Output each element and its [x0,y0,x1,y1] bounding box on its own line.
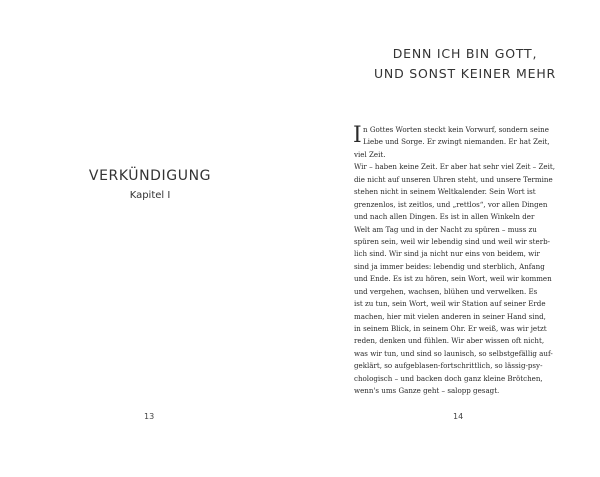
body-line: was wir tun, und sind so launisch, so selbstgefällig auf- [354,348,553,358]
body-line: Welt am Tag und in der Nacht zu spüren – muss zu [354,224,537,234]
drop-cap: I [353,123,362,148]
body-line: wenn's ums Ganze geht – salopp gesagt. [354,386,500,396]
chapter-subtitle: Kapitel I [129,190,171,201]
body-line: chologisch – und backen doch ganz kleine Brötchen, [354,373,543,383]
body-line: geklärt, so aufgeblasen-fortschrittlich, so lässig-psy- [354,361,543,371]
body-line: die nicht auf unseren Uhren steht, und unsere Termine [354,174,553,184]
body-line: Liebe und Sorge. Er zwingt niemanden. Er hat Zeit, [363,137,550,147]
body-line: machen, hier mit vielen anderen in seiner Hand sind, [354,311,546,321]
body-line: viel Zeit. [354,149,386,159]
section-title-line: DENN ICH BIN GOTT, [392,46,538,61]
body-text [354,124,574,398]
body-line: und Ende. Es ist zu hören, sein Wort, weil wir kommen [354,274,552,284]
body-line: und nach allen Dingen. Es ist in allen Winkeln der [354,212,535,222]
page-number-right: 14 [453,412,464,421]
body-line: stehen nicht in seinem Weltkalender. Sein Wort ist [354,187,536,197]
chapter-title: VERKÜNDIGUNG [88,168,212,184]
body-line: Wir – haben keine Zeit. Er aber hat sehr viel Zeit – Zeit, [354,162,555,172]
body-line: grenzenlos, ist zeitlos, und „rettlos“, vor allen Dingen [354,199,548,209]
body-line: sind ja immer beides: lebendig und sterblich, Anfang [354,261,545,271]
section-title [350,44,580,84]
body-line: und vergehen, wachsen, blühen und verwelken. Es [354,286,538,296]
body-line: lich sind. Wir sind ja nicht nur eins von beidem, wir [354,249,540,259]
right-page [300,0,600,477]
body-line: ist zu tun, sein Wort, weil wir Station auf seiner Erde [354,299,546,309]
body-line: in seinem Blick, in seinem Ohr. Er weiß, was wir jetzt [354,324,547,333]
page-number-left: 13 [144,412,155,421]
section-title-line: UND SONST KEINER MEHR [373,66,557,81]
body-line: reden, denken und fühlen. Wir aber wissen oft nicht, [354,336,545,346]
body-line: n Gottes Worten steckt kein Vorwurf, sondern seine [363,125,549,134]
body-line: spüren sein, weil wir lebendig sind und weil wir sterb- [354,236,551,246]
